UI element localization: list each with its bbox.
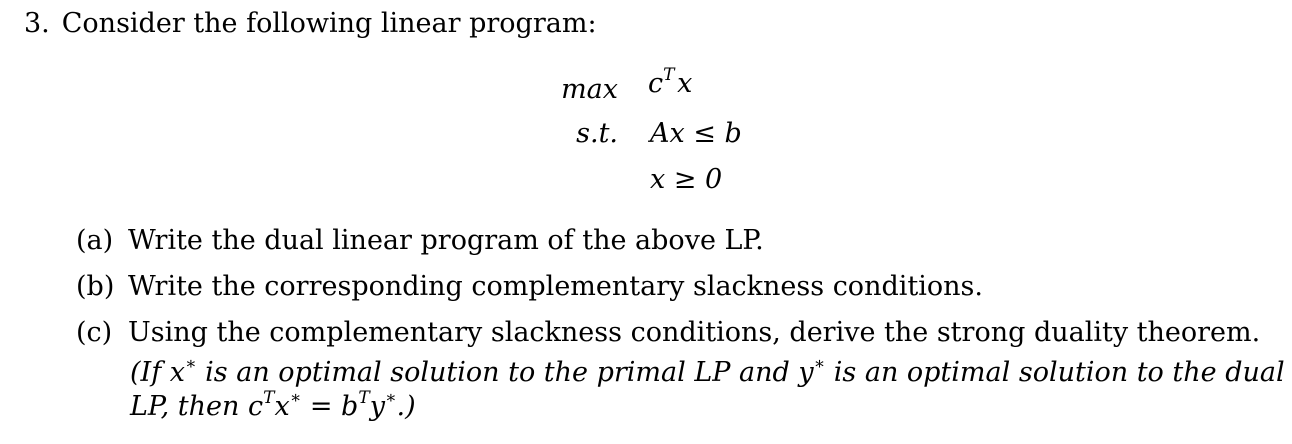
part-c-text: Using the complementary slackness conditions, derive the strong duality theorem. [128,317,1261,348]
objective-x: x [677,68,693,99]
hint-close: .) [396,391,416,422]
strong-duality-hint [130,356,1285,424]
hint-mid: is an optimal solution to the primal LP and [196,357,799,388]
hint-end-line1: is an optimal solution to the dual [825,357,1285,388]
part-b-text: Write the corresponding complementary slackness conditions. [128,271,983,302]
part-b-tag: (b) [76,271,115,302]
hint-equals: = [301,391,342,422]
part-a-text: Write the dual linear program of the above LP. [128,225,764,256]
hint-line2-start: LP, then [130,391,248,422]
hint-b-transpose: T [358,388,370,408]
part-c-tag: (c) [76,317,113,348]
objective-transpose: T [663,65,675,85]
constraint-ax-le-b: Ax ≤ b [650,118,742,149]
hint-y2: y [369,391,385,422]
hint-y2-star: ∗ [384,388,397,408]
hint-c: c [247,391,264,422]
constraint-label: s.t. [576,118,618,149]
hint-c-transpose: T [263,388,275,408]
hint-b: b [341,391,359,422]
hint-y: y [798,357,814,388]
hint-open: (If [130,357,170,388]
hint-line-2 [130,390,1285,424]
hint-y-star: ∗ [813,354,826,374]
hint-x-star: ∗ [185,354,197,374]
hint-x: x [169,357,186,388]
objective-label: max [561,74,618,105]
hint-line-1 [130,356,1285,390]
objective-c: c [648,68,664,99]
problem-number: 3. [24,8,50,39]
hint-x2-star: ∗ [289,388,302,408]
constraint-nonnegativity: x ≥ 0 [650,164,723,195]
part-a-tag: (a) [76,225,114,256]
problem-intro: Consider the following linear program: [61,8,597,39]
hint-x2: x [274,391,290,422]
